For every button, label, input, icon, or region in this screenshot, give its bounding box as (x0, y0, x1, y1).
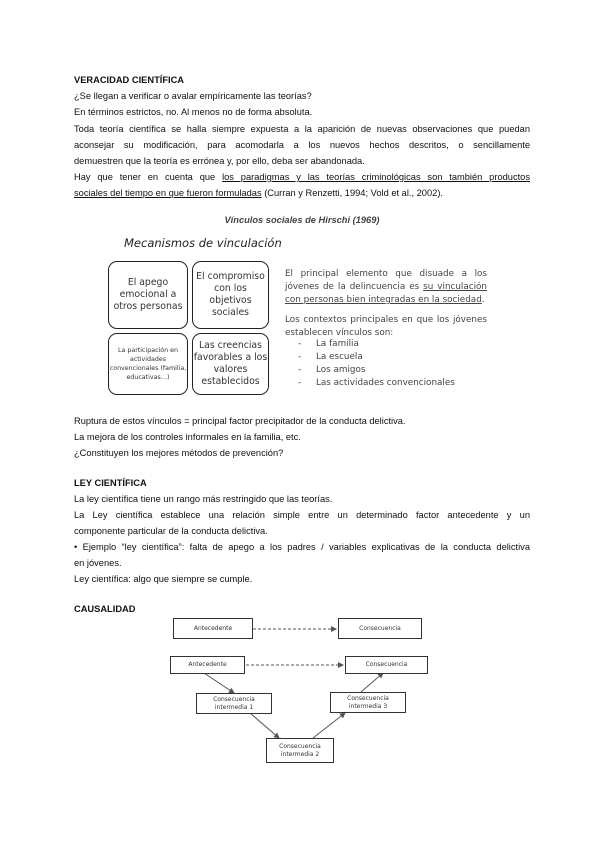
veracidad-question: ¿Se llegan a verificar o avalar empíricamente las teorías? (74, 91, 312, 101)
hirschi-caption: Vínculos sociales de Hirschi (1969) (224, 215, 380, 225)
compromiso-box (192, 261, 269, 329)
hirschi-text2-line2: establecen vínculos son: (285, 328, 394, 338)
arrow-ant-to-inter1 (204, 673, 234, 693)
hirschi-text1-line3 (285, 294, 487, 307)
list-item-label: La escuela (316, 352, 363, 362)
list-item-label: La familia (316, 339, 359, 349)
creencias-box (192, 333, 269, 395)
veracidad-para2-line2 (74, 185, 530, 201)
arrow-inter2-to-inter3 (313, 713, 345, 738)
text1-underlined-1: su vinculación (423, 282, 487, 292)
arrow-inter3-to-cons (361, 673, 383, 692)
intermedia-1-node: Consecuencia intermedia 1 (196, 693, 272, 714)
mejora-line: La mejora de los controles informales en la familia, etc. (74, 432, 301, 442)
veracidad-para1-line2: aconsejar su modificación, para acomodarla a los nuevos hechos descritos, o sencillamente (74, 140, 530, 150)
intermedia-3-node: Consecuencia intermedia 3 (330, 692, 406, 713)
text1-pre: jóvenes de la delincuencia es (285, 282, 424, 292)
ruptura-line: Ruptura de estos vínculos = principal factor precipitador de la conducta delictiva. (74, 416, 406, 426)
list-item: - Los amigos (298, 365, 366, 375)
causalidad-heading: CAUSALIDAD (74, 604, 136, 614)
hirschi-text-1 (285, 268, 487, 307)
para2-underlined-2: sociales del tiempo en que fueron formuladas (74, 188, 262, 198)
ley-line1: La ley científica tiene un rango más restringido que las teorías. (74, 494, 333, 504)
list-item: - Las actividades convencionales (298, 378, 455, 388)
hirschi-text2-line1: Los contextos principales en que los jóvenes (285, 315, 487, 325)
hirschi-text-2 (285, 314, 487, 340)
ley-line5: en jóvenes. (74, 558, 122, 568)
list-item-label: Los amigos (316, 365, 366, 375)
prevencion-question: ¿Constituyen los mejores métodos de prevención? (74, 448, 284, 458)
list-item: - La familia (298, 339, 359, 349)
veracidad-para1-line1: Toda teoría científica se halla siempre expuesta a la aparición de nuevas observaciones que puedan (74, 124, 530, 134)
ley-line4: • Ejemplo “ley científica”: falta de apego a los padres / variables explicativas de la conducta delictiva (74, 542, 530, 552)
arrow-inter1-to-inter2 (250, 713, 279, 738)
veracidad-para1-line3: demuestren que la teoría es errónea y, por ello, deba ser abandonada. (74, 156, 365, 166)
hirschi-figure-title: Mecanismos de vinculación (124, 236, 282, 250)
apego-emocional-box (108, 261, 188, 329)
box4-label: Las creencias favorables a los valores establecidos (193, 340, 268, 387)
ley-line2: La Ley científica establece una relación simple entre un determinado factor antecedente y un (74, 510, 530, 520)
para2-prefix: Hay que tener en cuenta que (74, 172, 223, 182)
veracidad-heading: VERACIDAD CIENTÍFICA (74, 75, 185, 85)
consecuencia-mid-node: Consecuencia (345, 656, 428, 674)
ley-line6: Ley científica: algo que siempre se cumple. (74, 574, 253, 584)
list-item: - La escuela (298, 352, 363, 362)
text1-period: . (481, 295, 485, 305)
ley-line3: componente particular de la conducta delictiva. (74, 526, 268, 536)
antecedente-mid-node: Antecedente (170, 656, 245, 674)
para2-underlined-1: los paradigmas y las teorías criminológicas son también productos (222, 172, 531, 182)
box1-label: El apego emocional a otros personas (113, 277, 183, 312)
veracidad-answer: En términos estrictos, no. Al menos no de forma absoluta. (74, 107, 313, 117)
ley-heading: LEY CIENTÍFICA (74, 478, 147, 488)
para2-citation: (Curran y Renzetti, 1994; Vold et al., 2002). (261, 188, 443, 198)
box2-label: El compromiso con los objetivos sociales (196, 271, 265, 318)
hirschi-text1-line1: El principal elemento que disuade a los (285, 269, 487, 279)
participacion-box (108, 333, 188, 395)
consecuencia-top-node: Consecuencia (338, 618, 422, 639)
veracidad-para2-line1 (74, 169, 530, 185)
box3-label: La participación en actividades convencionales (familia, educativas…) (109, 347, 187, 381)
list-item-label: Las actividades convencionales (316, 378, 455, 388)
intermedia-2-node: Consecuencia intermedia 2 (266, 738, 334, 763)
antecedente-top-node: Antecedente (173, 618, 253, 639)
text1-underlined-2: con personas bien integradas en la sociedad (285, 295, 482, 305)
hirschi-text1-line2 (285, 281, 487, 294)
